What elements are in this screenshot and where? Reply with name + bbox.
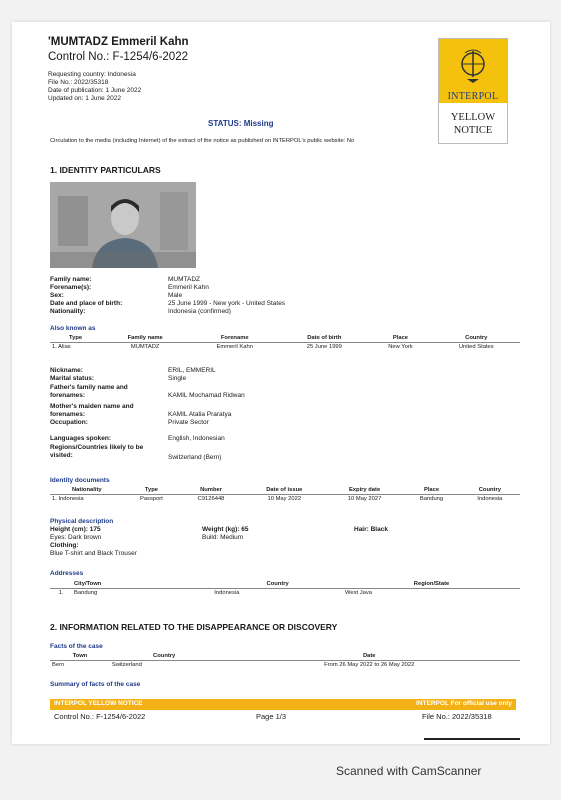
table-cell: Bandung [72, 588, 212, 597]
identity-label-family-name: Family name: [50, 276, 92, 283]
physical-title: Physical description [50, 518, 114, 525]
table-cell: From 26 May 2022 to 26 May 2022 [219, 660, 521, 669]
table-header: Type [144, 486, 158, 493]
requesting-country: Requesting country: Indonesia [48, 71, 136, 78]
detail-label-father: Father's family name and forenames: [50, 384, 128, 399]
table-row [50, 342, 520, 351]
table-header: Date of issue [266, 486, 303, 493]
facts-title: Facts of the case [50, 643, 103, 650]
table-cell: 1. Alias [50, 342, 101, 351]
table-header: Country [478, 486, 501, 493]
table-header: Country [153, 652, 176, 659]
footer-control-number: Control No.: F-1254/6-2022 [54, 712, 146, 721]
logo-interpol-text: INTERPOL [447, 91, 499, 102]
person-photo [50, 182, 196, 268]
footer-page-number: Page 1/3 [256, 712, 287, 721]
interpol-emblem-icon [439, 39, 507, 89]
table-header-row [50, 486, 520, 494]
detail-label-nickname: Nickname: [50, 367, 83, 374]
identity-value-birth: 25 June 1999 - New york - United States [168, 300, 286, 307]
detail-label-occupation: Occupation: [50, 419, 88, 426]
footer-bar [50, 699, 516, 710]
detail-value-father: KAMIL Mochamad Ridwan [168, 392, 245, 399]
table-cell: 10 May 2027 [326, 494, 404, 503]
section-identity-title: 1. IDENTITY PARTICULARS [50, 165, 161, 175]
table-header: Place [392, 334, 409, 341]
table-cell: 10 May 2022 [243, 494, 326, 503]
identity-label-sex: Sex: [50, 292, 64, 299]
detail-value-mother: KAMIL Atalia Praratya [168, 411, 232, 418]
table-cell: United States [433, 342, 520, 351]
table-cell: New York [368, 342, 432, 351]
aka-title: Also known as [50, 325, 96, 332]
identity-value-family-name: MUMTADZ [168, 276, 201, 283]
physical-build: Build: Medium [202, 534, 244, 541]
detail-label-mother: Mother's maiden name and forenames: [50, 403, 134, 418]
table-header [50, 580, 72, 588]
physical-eyes: Eyes: Dark brown [50, 534, 102, 541]
identity-label-birth: Date and place of birth: [50, 300, 123, 307]
facts-table [50, 652, 520, 669]
table-cell: MUMTADZ [101, 342, 189, 351]
circulation-note: Circulation to the media (including Internet) of the extract of the notice as published on INTERPOL's public website: No [50, 138, 355, 144]
photo-image [50, 182, 196, 268]
addresses-title: Addresses [50, 570, 84, 577]
footer-bar-left: INTERPOL YELLOW NOTICE [54, 700, 143, 707]
table-cell: Indonesia [212, 588, 343, 597]
table-header: Date [362, 652, 376, 659]
table-cell: Switzerland [110, 660, 219, 669]
detail-label-languages: Languages spoken: [50, 435, 112, 442]
logo-notice-type: YELLOW NOTICE [450, 112, 496, 136]
identity-value-forename: Emmeril Kahn [168, 284, 209, 291]
identity-label-forename: Forename(s): [50, 284, 92, 291]
table-cell: Emmeril Kahn [189, 342, 280, 351]
addresses-table [50, 580, 520, 597]
updated-date: Updated on: 1 June 2022 [48, 95, 122, 102]
footer-file-number: File No.: 2022/35318 [422, 712, 492, 721]
identity-value-sex: Male [168, 292, 183, 299]
table-header: Family name [127, 334, 163, 341]
table-row [50, 660, 520, 669]
table-header: Expiry date [348, 486, 381, 493]
detail-value-languages: English, Indonesian [168, 435, 225, 442]
table-header: Place [423, 486, 440, 493]
detail-label-marital: Marital status: [50, 375, 95, 382]
physical-weight: Weight (kg): 65 [202, 526, 249, 533]
physical-height: Height (cm): 175 [50, 526, 101, 533]
table-row [50, 494, 520, 503]
table-header: Nationality [71, 486, 102, 493]
physical-clothing-label: Clothing: [50, 542, 79, 549]
detail-value-nickname: ERIL, EMMERIL [168, 367, 216, 374]
footer-bar-right: INTERPOL For official use only [416, 700, 512, 707]
document-page [12, 22, 550, 744]
detail-value-regions: Switzerland (Bern) [168, 454, 222, 461]
interpol-yellow-notice-logo [438, 38, 508, 144]
file-number: File No.: 2022/35318 [48, 79, 109, 86]
table-cell: 1. [50, 588, 72, 597]
table-header: Country [465, 334, 488, 341]
table-header-row [50, 334, 520, 342]
control-number: Control No.: F-1254/6-2022 [48, 51, 188, 63]
identity-docs-table [50, 486, 520, 503]
table-header: Region/State [413, 580, 450, 587]
table-cell: 25 June 1999 [280, 342, 368, 351]
publication-date: Date of publication: 1 June 2022 [48, 87, 142, 94]
table-cell: West Java [343, 588, 520, 597]
table-header: Date of birth [307, 334, 342, 341]
detail-value-occupation: Private Sector [168, 419, 209, 426]
table-header: Town [72, 652, 88, 659]
table-header: Number [200, 486, 222, 493]
table-cell: 1. Indonesia [50, 494, 124, 503]
person-name: 'MUMTADZ Emmeril Kahn [48, 36, 189, 48]
table-header: City/Town [74, 580, 102, 587]
table-header-row [50, 652, 520, 660]
table-cell: Bern [50, 660, 110, 669]
table-cell: Passport [124, 494, 180, 503]
footer-divider [424, 738, 520, 740]
camscanner-watermark: Scanned with CamScanner [336, 764, 482, 778]
aka-table [50, 334, 520, 351]
detail-value-marital: Single [168, 375, 187, 382]
table-cell: Indonesia [460, 494, 520, 503]
physical-hair: Hair: Black [354, 526, 388, 533]
table-header-row [50, 580, 520, 588]
detail-label-regions: Regions/Countries likely to be visited: [50, 444, 144, 459]
status-text: STATUS: Missing [208, 119, 274, 128]
identity-docs-title: Identity documents [50, 477, 110, 484]
physical-clothing-value: Blue T-shirt and Black Trouser [50, 550, 137, 556]
table-cell: C9126448 [179, 494, 243, 503]
summary-title: Summary of facts of the case [50, 681, 141, 688]
section-disappearance-title: 2. INFORMATION RELATED TO THE DISAPPEARANCE OR DISCOVERY [50, 622, 338, 632]
table-header: Type [69, 334, 83, 341]
identity-label-nationality: Nationality: [50, 308, 86, 315]
identity-value-nationality: Indonesia (confirmed) [168, 308, 231, 315]
table-row [50, 588, 520, 597]
table-cell: Bandung [403, 494, 459, 503]
table-header: Country [266, 580, 289, 587]
table-header: Forename [220, 334, 249, 341]
